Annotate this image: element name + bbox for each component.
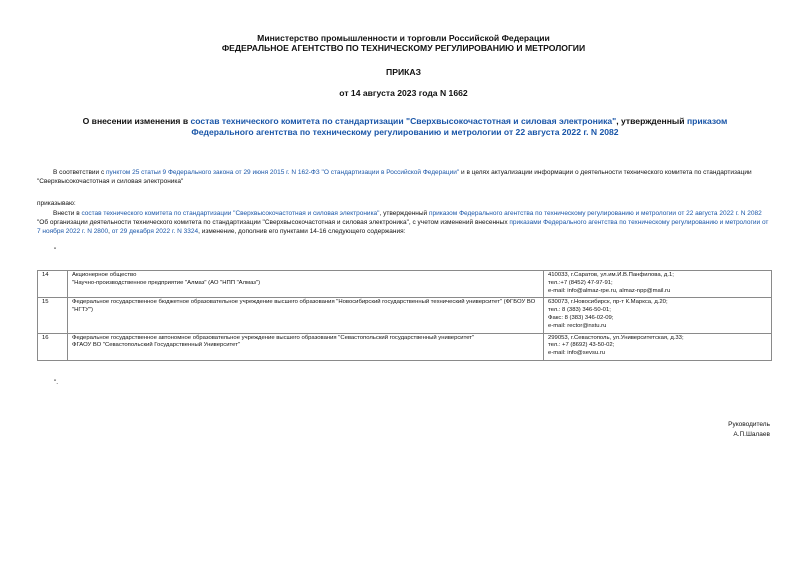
preamble-text: В соответствии с (53, 169, 107, 176)
preamble-text: и в целях актуализации информации о деятельности технического комитета по стандартизации "Сверхвысокочастотная и силовая электроника" (37, 169, 752, 185)
contact-line: e-mail: rector@nstu.ru (548, 322, 607, 329)
directive-text: , (108, 228, 112, 235)
organization-contacts (544, 298, 772, 333)
title-text: , утвержденный (616, 116, 687, 126)
organization-name: Федеральное государственное бюджетное образовательное учреждение высшего образования "Новосибирский государственный технический университет" (ФГБОУ ВО "НГТУ") (68, 298, 544, 333)
quote-open: " (54, 247, 57, 254)
organization-name: Федеральное государственное автономное образовательное учреждение высшего образования "Севастопольский государственный университет" ФГАОУ ВО "Севастопольский Государственный Университет" (68, 333, 544, 360)
quote-close: ". (54, 379, 59, 386)
title-link-committee[interactable]: состав технического комитета по стандартизации "Сверхвысокочастотная и силовая электроника" (190, 116, 617, 126)
directive-link-committee[interactable]: состав технического комитета по стандартизации "Сверхвысокочастотная и силовая электроника" (81, 210, 380, 217)
contact-line: 299053, г.Севастополь, ул.Университетская, д.33; (548, 334, 684, 341)
contact-line: 410033, г.Саратов, ул.им.И.В.Панфилова, д.1; (548, 272, 674, 278)
organization-contacts (544, 271, 772, 298)
table-row (38, 271, 772, 298)
ministry-name: Министерство промышленности и торговли Российской Федерации (257, 33, 550, 43)
table-row (38, 298, 772, 333)
committee-members-table (37, 270, 772, 361)
organization-name: Акционерное общество "Научно-производственное предприятие "Алмаз" (АО "НПП "Алмаз") (68, 271, 544, 298)
directive-link-amendments[interactable]: приказами Федерального агентства по техническому регулированию и метрологии от 7 ноября 2022 г. N 2800 (37, 219, 769, 235)
directive-text: , изменение, дополнив его пунктами 14-16 следующего содержания: (198, 228, 406, 235)
document-date-number: от 14 августа 2023 года N 1662 (339, 88, 468, 98)
directive-text: Внести в (53, 210, 82, 217)
directive-text: , утвержденный (379, 210, 429, 217)
row-number: 14 (38, 271, 68, 298)
title-link-order[interactable]: приказом Федерального агентства по техническому регулированию и метрологии от 22 августа 2022 г. N 2082 (191, 116, 728, 137)
title-text: О внесении изменения в (82, 116, 191, 126)
contact-line: тел.:+7 (8452) 47-97-91; (548, 279, 613, 286)
directive-paragraph (37, 209, 772, 236)
contact-line: 630073, г.Новосибирск, пр-т К.Маркса, д.20; (548, 299, 668, 306)
contact-line: Факс: 8 (383) 346-02-09; (548, 314, 614, 321)
row-number: 15 (38, 298, 68, 333)
contact-line: тел.: 8 (383) 346-50-01; (548, 307, 611, 314)
contact-line: тел.: +7 (8692) 43-50-02; (548, 342, 615, 349)
directive-link-order[interactable]: приказом Федерального агентства по техническому регулированию и метрологии от 22 августа 2022 г. N 2082 (428, 210, 762, 217)
contact-line: e-mail: info@sevsu.ru (548, 350, 606, 357)
document-title (60, 116, 750, 138)
signatory-position: Руководитель (728, 421, 770, 428)
order-word: приказываю: (37, 200, 76, 207)
signatory-name: А.П.Шалаев (733, 431, 770, 438)
directive-link-amendment-dec[interactable]: от 29 декабря 2022 г. N 3324 (111, 228, 199, 235)
row-number: 16 (38, 333, 68, 360)
agency-name: ФЕДЕРАЛЬНОЕ АГЕНТСТВО ПО ТЕХНИЧЕСКОМУ РЕГУЛИРОВАНИЮ И МЕТРОЛОГИИ (221, 43, 586, 53)
table-row (38, 333, 772, 360)
preamble-paragraph (37, 168, 772, 186)
document-type: ПРИКАЗ (386, 67, 421, 77)
preamble-law-link[interactable]: пунктом 25 статьи 9 Федерального закона от 29 июня 2015 г. N 162-ФЗ "О стандартизации в Российской Федерации" (106, 169, 460, 176)
signature-block (728, 420, 770, 440)
directive-text: "Об организации деятельности технического комитета по стандартизации "Сверхвысокочастотная и силовая электроника", с учетом изменений внесенных (37, 219, 510, 226)
contact-line: e-mail: info@almaz-rpe.ru, almaz-npp@mail.ru (548, 287, 671, 294)
organization-contacts (544, 333, 772, 360)
